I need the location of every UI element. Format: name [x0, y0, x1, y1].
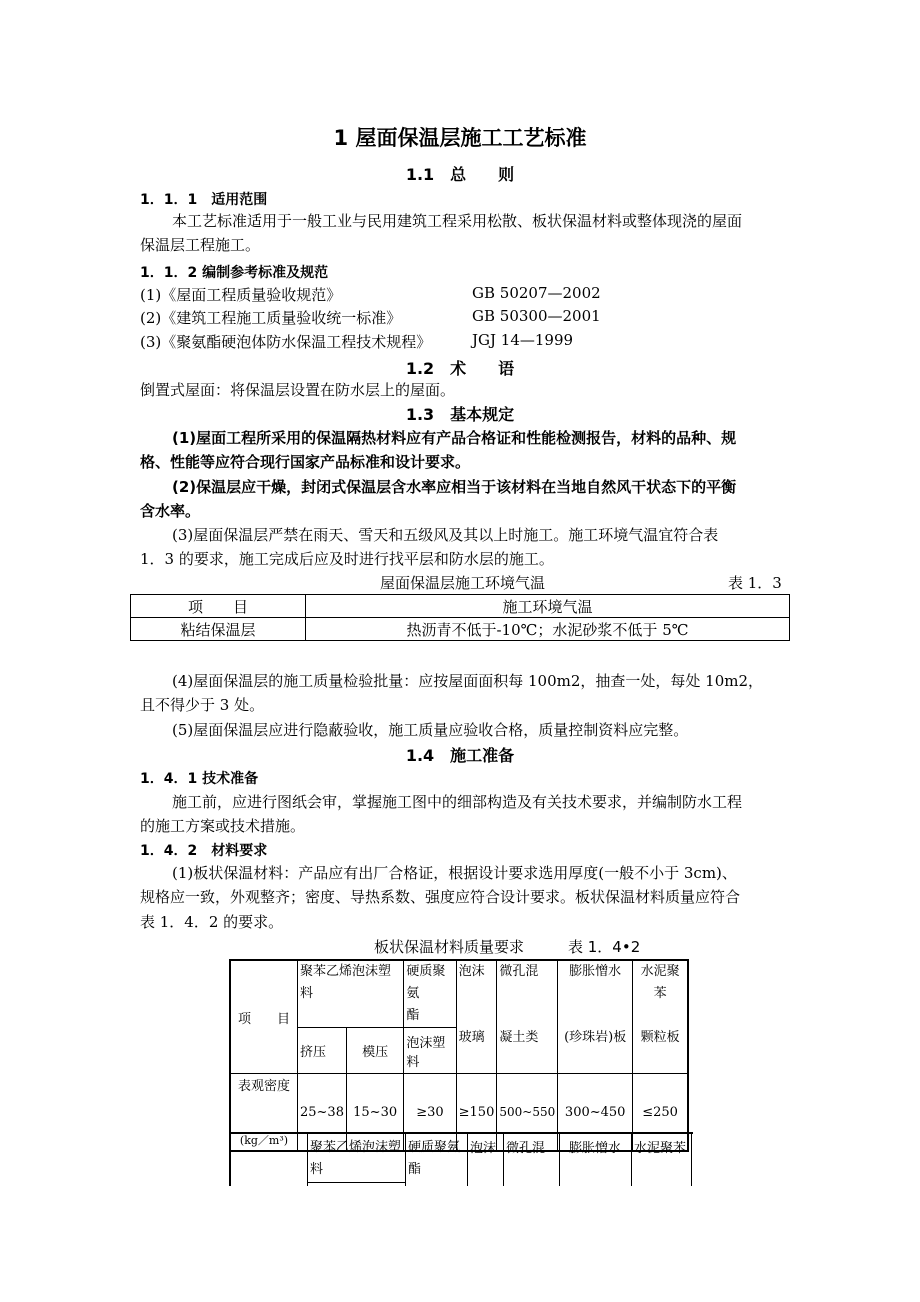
- table-1-3-cell-item: 粘结保温层: [131, 618, 306, 641]
- para-1-3-5: (5)屋面保温层应进行隐蔽验收，施工质量应验收合格，质量控制资料应完整。: [172, 721, 689, 739]
- t142-perlite-line2: (珍珠岩)板: [564, 1030, 627, 1045]
- t142-density-cement-eps: ≤250: [633, 1074, 688, 1152]
- para-1-1-1-line1: 本工艺标准适用于一般工业与民用建筑工程采用松散、板状保温材料或整体现浇的屋面: [172, 212, 743, 230]
- page-title: 1 屋面保温层施工工艺标准: [333, 126, 587, 150]
- t142-density-extruded: 25~38: [297, 1074, 346, 1152]
- t142c-pu-line2: 酯: [408, 1162, 422, 1177]
- table-1-4-2-caption: 板状保温材料质量要求: [374, 938, 525, 956]
- t142c-pu-line1: 硬质聚氨: [408, 1140, 461, 1155]
- t142-foamglass-line2: 玻璃: [458, 1030, 485, 1045]
- section-1-4-2-heading: 1．4．2 材料要求: [140, 843, 268, 859]
- table-1-4-2-label: 表 1．4•2: [568, 938, 641, 956]
- t142-cement-eps-header: [633, 960, 688, 1074]
- t142-pu-sub: 泡沫塑料: [404, 1028, 456, 1074]
- t142-density-label-line2: (kg／m³): [239, 1134, 289, 1147]
- para-1-3-3-line2: 1．3 的要求，施工完成后应及时进行找平层和防水层的施工。: [140, 550, 554, 568]
- section-1-1-1-heading: 1．1．1 适用范围: [140, 192, 268, 208]
- t142-density-pu: ≥30: [404, 1074, 456, 1152]
- t142-microporous-line1: 微孔混: [499, 964, 539, 979]
- para-1-3-3-line1: (3)屋面保温层严禁在雨天、雪天和五级风及其以上时施工。施工环境气温宜符合表: [172, 526, 719, 544]
- t142-microporous-line2: 凝土类: [499, 1030, 539, 1045]
- t142c-eps-line1: 聚苯乙烯泡沫塑: [310, 1140, 402, 1155]
- table-1-3-caption: 屋面保温层施工环境气温: [380, 574, 546, 592]
- t142-cement-eps-line2: 颗粒板: [640, 1030, 680, 1045]
- t142-density-perlite: 300~450: [558, 1074, 633, 1152]
- section-1-4-1-heading: 1．4．1 技术准备: [140, 771, 259, 787]
- t142-density-microporous: 500~550: [497, 1074, 558, 1152]
- ref-2-code: GB 50300—2001: [472, 307, 601, 325]
- t142-eps-molded: 模压: [346, 1028, 403, 1074]
- table-1-3-header-item: 项 目: [131, 595, 306, 618]
- table-1-3-label: 表 1．3: [728, 574, 782, 592]
- para-1-4-2-line3: 表 1．4．2 的要求。: [140, 913, 284, 931]
- table-1-3-header-temp: 施工环境气温: [306, 595, 790, 618]
- t142c-eps-line2: 料: [310, 1162, 324, 1177]
- t142-density-foamglass: ≥150: [456, 1074, 497, 1152]
- para-1-4-2-line2: 规格应一致，外观整齐；密度、导热系数、强度应符合设计要求。板状保温材料质量应符合: [140, 888, 741, 906]
- t142-eps-extruded: 挤压: [297, 1028, 346, 1074]
- section-1-1-2-heading: 1．1．2 编制参考标准及规范: [140, 265, 329, 281]
- para-1-4-1-line2: 的施工方案或技术措施。: [140, 817, 306, 835]
- t142-density-molded: 15~30: [346, 1074, 403, 1152]
- para-1-4-2-line1: (1)板状保温材料：产品应有出厂合格证，根据设计要求选用厚度(一般不小于 3cm)、: [172, 864, 737, 882]
- section-1-3-heading: 1.3 基本规定: [405, 405, 515, 424]
- table-1-3-cell-temp: 热沥青不低于-10℃；水泥砂浆不低于 5℃: [306, 618, 790, 641]
- section-1-4-heading: 1.4 施工准备: [405, 746, 515, 765]
- t142-eps-header: [297, 960, 403, 1028]
- t142-continued-header: [229, 1132, 693, 1186]
- para-1-1-1-line2: 保温层工程施工。: [140, 236, 261, 254]
- para-1-3-4-line1: (4)屋面保温层的施工质量检验批量：应按屋面面积每 100m2，抽查一处，每处 10m2，: [172, 672, 764, 690]
- t142c-perlite: 膨胀憎水: [569, 1141, 622, 1156]
- section-1-2-heading: 1.2 术 语: [405, 359, 515, 378]
- t142c-foamglass: 泡沫: [470, 1141, 497, 1156]
- t142-pu-header: [404, 960, 456, 1028]
- para-1-3-1-line1: (1)屋面工程所采用的保温隔热材料应有产品合格证和性能检测报告，材料的品种、规: [172, 429, 737, 447]
- t142c-microporous: 微孔混: [506, 1141, 546, 1156]
- t142-perlite-line1: 膨胀憎水: [569, 964, 622, 979]
- t142-pu-header-line1: 硬质聚氨: [406, 964, 446, 1001]
- t142-pu-header-line2: 酯: [406, 1008, 420, 1023]
- table-1-4-2: [229, 959, 689, 1152]
- t142-foamglass-header: [456, 960, 497, 1074]
- ref-3-code: JGJ 14—1999: [472, 331, 574, 349]
- para-1-3-2-line1: (2)保温层应干燥，封闭式保温层含水率应相当于该材料在当地自然风干状态下的平衡: [172, 478, 737, 496]
- table-1-3: [130, 594, 790, 641]
- t142c-cement-eps: 水泥聚苯: [634, 1141, 687, 1156]
- ref-3-name: (3)《聚氨酯硬泡体防水保温工程技术规程》: [140, 333, 432, 351]
- t142-foamglass-line1: 泡沫: [458, 964, 485, 979]
- ref-1-name: (1)《屋面工程质量验收规范》: [140, 286, 342, 304]
- para-1-3-2-line2: 含水率。: [140, 502, 201, 520]
- t142-microporous-header: [497, 960, 558, 1074]
- t142-density-label-line1: 表观密度: [237, 1079, 290, 1094]
- t142-perlite-header: [558, 960, 633, 1074]
- t142-item-header: 项 目: [230, 960, 297, 1074]
- para-1-4-1-line1: 施工前，应进行图纸会审，掌握施工图中的细部构造及有关技术要求，并编制防水工程: [172, 793, 743, 811]
- ref-2-name: (2)《建筑工程施工质量验收统一标准》: [140, 309, 402, 327]
- t142-eps-header-line1: 聚苯乙烯泡沫塑: [299, 964, 391, 979]
- para-1-3-1-line2: 格、性能等应符合现行国家产品标准和设计要求。: [140, 453, 471, 471]
- t142-eps-header-line2: 料: [299, 986, 313, 1001]
- ref-1-code: GB 50207—2002: [472, 284, 601, 302]
- section-1-1-heading: 1.1 总 则: [405, 165, 515, 184]
- para-1-2: 倒置式屋面：将保温层设置在防水层上的屋面。: [140, 381, 456, 399]
- para-1-3-4-line2: 且不得少于 3 处。: [140, 696, 265, 714]
- t142-cement-eps-line1: 水泥聚苯: [640, 964, 680, 1001]
